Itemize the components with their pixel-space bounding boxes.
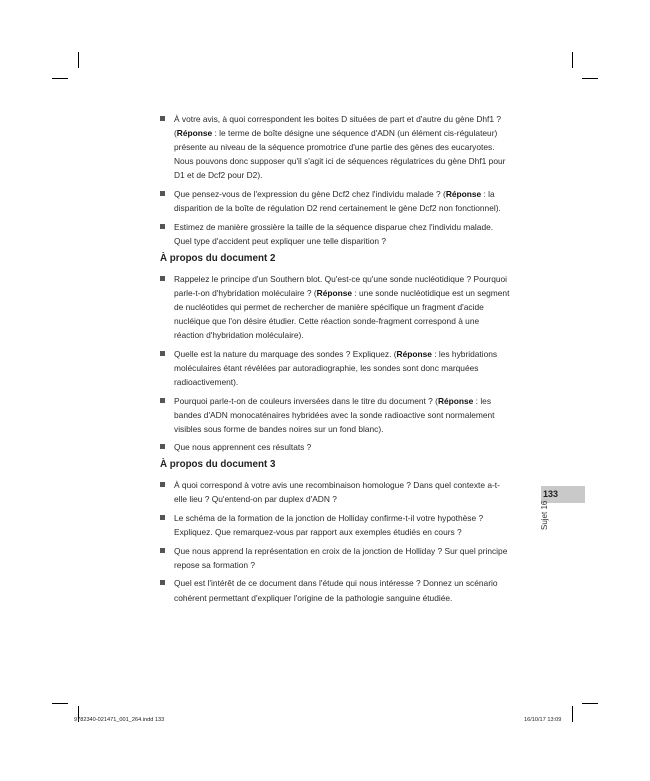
question-text: À votre avis, à quoi correspondent les boites D situées de part et d'autre du gène Dhf1 ? (Réponse : le terme de boîte désigne une séquence d'ADN (un élément cis-régulateur) présente au niveau de la séquence promotrice d'une partie des gènes des eucaryotes. Nous pouvons donc supposer qu'il s'agit ici de séquences régulatrices du gène Dhf1 pour D1 et de Dcf2 pour D2). (174, 114, 506, 181)
section-heading: À propos du document 3 (160, 459, 276, 471)
chapter-label: Sujet 16 (540, 500, 549, 530)
question-text: À quoi correspond à votre avis une recombinaison homologue ? Dans quel contexte a-t-elle lieu ? Qu'entend-on par duplex d'ADN ? (174, 480, 500, 505)
question-text: Que nous apprend la représentation en croix de la jonction de Holliday ? Sur quel principe repose sa formation ? (174, 545, 508, 570)
crop-mark (52, 78, 68, 79)
question-text: Quel est l'intérêt de ce document dans l'étude qui nous intéresse ? Donnez un scénario cohérent permettant d'expliquer l'origine de la pathologie sanguine étudiée. (174, 578, 498, 603)
question-text: Quelle est la nature du marquage des sondes ? Expliquez. (Réponse : les hybridations moléculaires étant révélées par autoradiographie, les sondes sont donc marquées radioactivement). (174, 348, 498, 387)
question-item (160, 394, 510, 436)
question-item (160, 187, 510, 215)
question-item (160, 220, 510, 248)
question-item (160, 440, 510, 454)
square-bullet-icon (160, 224, 165, 229)
square-bullet-icon (160, 116, 165, 121)
question-text: Le schéma de la formation de la jonction de Holliday confirme-t-il votre hypothèse ? Expliquez. Que remarquez-vous par rapport aux exemples étudiés en cours ? (174, 512, 484, 537)
square-bullet-icon (160, 515, 165, 520)
question-item (160, 112, 510, 182)
square-bullet-icon (160, 548, 165, 553)
answer-label: Réponse (176, 128, 213, 139)
question-text: Que pensez-vous de l'expression du gène Dcf2 chez l'individu malade ? (Réponse : la disparition de la boîte de régulation D2 rend certainement le gène Dcf2 non fonctionnel). (174, 189, 501, 214)
question-text: Estimez de manière grossière la taille de la séquence disparue chez l'individu malade. Quel type d'accident peut expliquer une telle disparition ? (174, 221, 494, 246)
page-body (160, 112, 510, 609)
question-item (160, 544, 510, 572)
footer-file: 9782340-021471_001_264.indd 133 (74, 717, 165, 723)
crop-mark (572, 706, 573, 722)
square-bullet-icon (160, 444, 165, 449)
crop-mark (582, 703, 598, 704)
crop-mark (582, 78, 598, 79)
answer-label: Réponse (437, 395, 474, 406)
question-item (160, 478, 510, 506)
answer-label: Réponse (445, 189, 482, 200)
square-bullet-icon (160, 276, 165, 281)
question-item (160, 511, 510, 539)
crop-mark (52, 703, 68, 704)
footer-date: 16/10/17 13:09 (524, 717, 562, 723)
question-text: Pourquoi parle-t-on de couleurs inversées dans le titre du document ? (Réponse : les bandes d'ADN monocaténaires hybridées avec la sonde radioactive sont normalement visibles sous forme de bandes noires sur un fond blanc). (174, 395, 495, 434)
question-text: Que nous apprennent ces résultats ? (174, 442, 312, 453)
question-item (160, 272, 510, 342)
crop-mark (78, 52, 79, 68)
question-item (160, 576, 510, 604)
square-bullet-icon (160, 482, 165, 487)
crop-mark (572, 52, 573, 68)
square-bullet-icon (160, 351, 165, 356)
answer-label: Réponse (316, 287, 353, 298)
square-bullet-icon (160, 580, 165, 585)
question-item (160, 347, 510, 389)
question-text: Rappelez le principe d'un Southern blot. Qu'est-ce qu'une sonde nucléotidique ? Pourquoi parle-t-on d'hybridation moléculaire ? (Réponse : une sonde nucléotidique est un segment de nucléotides qui permet de rechercher de manière spécifique un fragment d'acide nucléique que l'on désire étudier. Cette réaction sonde-fragment correspond à une réaction d'hybridation moléculaire). (174, 273, 510, 340)
answer-label: Réponse (396, 348, 432, 359)
square-bullet-icon (160, 191, 165, 196)
square-bullet-icon (160, 398, 165, 403)
page-number: 133 (543, 489, 559, 499)
section-heading: À propos du document 2 (160, 252, 276, 264)
